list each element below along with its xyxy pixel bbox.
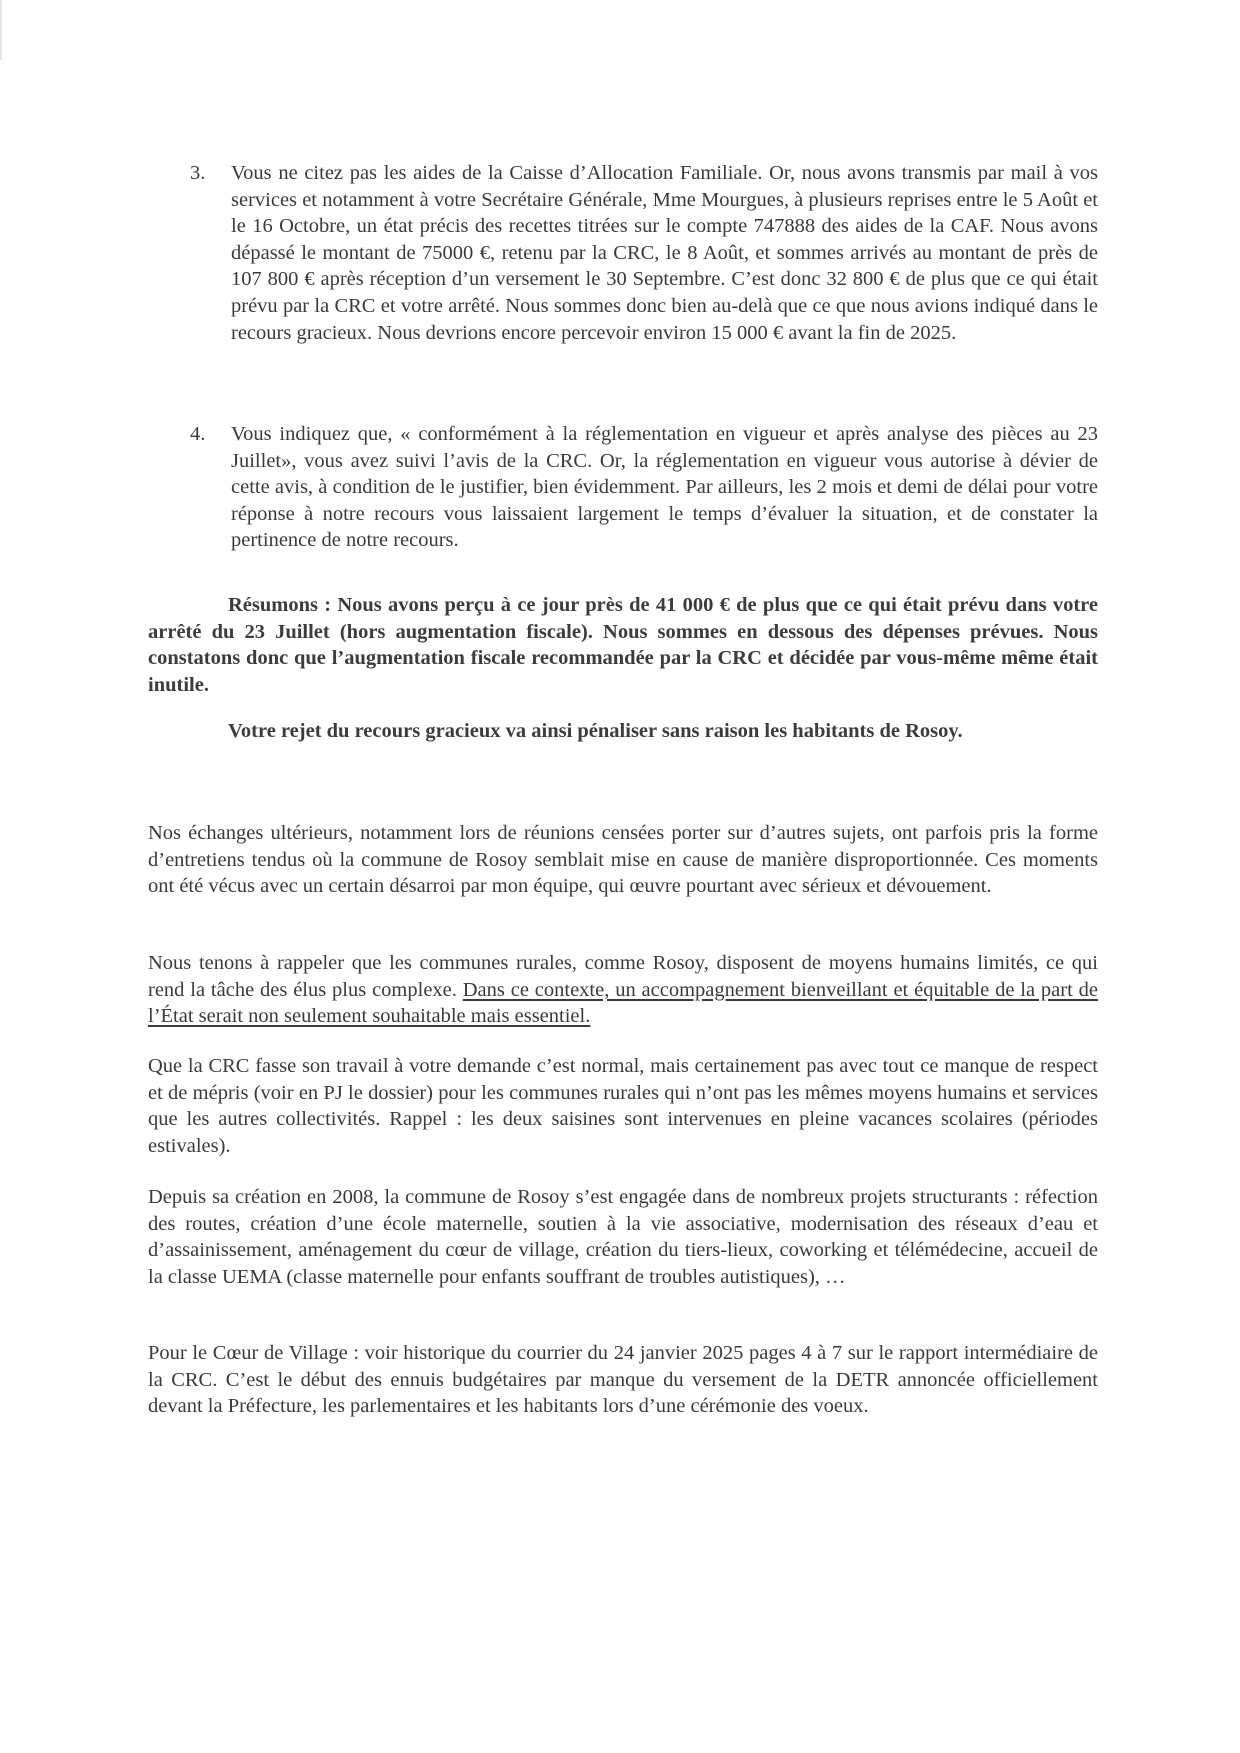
list-number: 4. <box>190 423 206 445</box>
list-text: Vous indiquez que, « conformément à la réglementation en vigueur et après analyse des pièces au 23 Juillet», vous avez suivi l’avis de la CRC. Or, la réglementation en vigueur vous autorise à dévier de cette avis, à condition de le justifier, bien évidemment. Par ailleurs, les 2 mois et demi de délai pour votre réponse à notre recours vous laissaient largement le temps d’évaluer la situation, et de constater la pertinence de notre recours. <box>231 423 1098 552</box>
summary-paragraph: Résumons : Nous avons perçu à ce jour près de 41 000 € de plus que ce qui était prévu dans votre arrêté du 23 Juillet (hors augmentation fiscale). Nous sommes en dessous des dépenses prévues. Nous constatons donc que l’augmentation fiscale recommandée par la CRC et décidée par vous-même même était inutile. <box>148 594 1098 696</box>
list-item-4 <box>190 421 1098 554</box>
rural-communes-paragraph <box>148 950 1098 1030</box>
list-number: 3. <box>190 162 206 184</box>
list-item-3 <box>190 160 1098 346</box>
rejection-paragraph: Votre rejet du recours gracieux va ainsi pénaliser sans raison les habitants de Rosoy. <box>228 720 963 742</box>
coeur-village-paragraph: Pour le Cœur de Village : voir historique du courrier du 24 janvier 2025 pages 4 à 7 sur le rapport intermédiaire de la CRC. C’est le début des ennuis budgétaires par manque du versement de la DETR annoncée officiellement devant la Préfecture, les parlementaires et les habitants lors d’une cérémonie des voeux. <box>148 1342 1098 1418</box>
scan-edge <box>0 0 2 60</box>
list-text: Vous ne citez pas les aides de la Caisse d’Allocation Familiale. Or, nous avons transmis par mail à vos services et notamment à votre Secrétaire Générale, Mme Mourgues, à plusieurs reprises entre le 5 Août et le 16 Octobre, un état précis des recettes titrées sur le compte 747888 des aides de la CAF. Nous avons dépassé le montant de 75000 €, retenu par la CRC, le 8 Août, et sommes arrivés au montant de près de 107 800 € après réception d’un versement le 30 Septembre. C’est donc 32 800 € de plus que ce qui était prévu par la CRC et votre arrêté. Nous sommes donc bien au-delà que ce que nous avions indiqué dans le recours gracieux. Nous devrions encore percevoir environ 15 000 € avant la fin de 2025. <box>231 162 1098 344</box>
rural-intro-text: Nous tenons à rappeler que les communes rurales, comme Rosoy, disposent de moyens humains limités, ce qui rend la tâche des élus plus complexe. <box>148 952 1098 1001</box>
history-paragraph: Depuis sa création en 2008, la commune de Rosoy s’est engagée dans de nombreux projets structurants : réfection des routes, création d’une école maternelle, soutien à la vie associative, modernisation des réseaux d’eau et d’assainissement, aménagement du cœur de village, création du tiers-lieux, coworking et télémédecine, accueil de la classe UEMA (classe maternelle pour enfants souffrant de troubles autistiques), … <box>148 1186 1098 1288</box>
crc-paragraph: Que la CRC fasse son travail à votre demande c’est normal, mais certainement pas avec tout ce manque de respect et de mépris (voir en PJ le dossier) pour les communes rurales qui n’ont pas les mêmes moyens humains et services que les autres collectivités. Rappel : les deux saisines sont intervenues en pleine vacances scolaires (périodes estivales). <box>148 1055 1098 1157</box>
exchanges-paragraph: Nos échanges ultérieurs, notamment lors de réunions censées porter sur d’autres sujets, ont parfois pris la forme d’entretiens tendus où la commune de Rosoy semblait mise en cause de manière disproportionnée. Ces moments ont été vécus avec un certain désarroi par mon équipe, qui œuvre pourtant avec sérieux et dévouement. <box>148 822 1098 898</box>
underlined-statement: Dans ce contexte, un accompagnement bienveillant et équitable de la part de l’État serait non seulement souhaitable mais essentiel. <box>148 978 1098 1028</box>
